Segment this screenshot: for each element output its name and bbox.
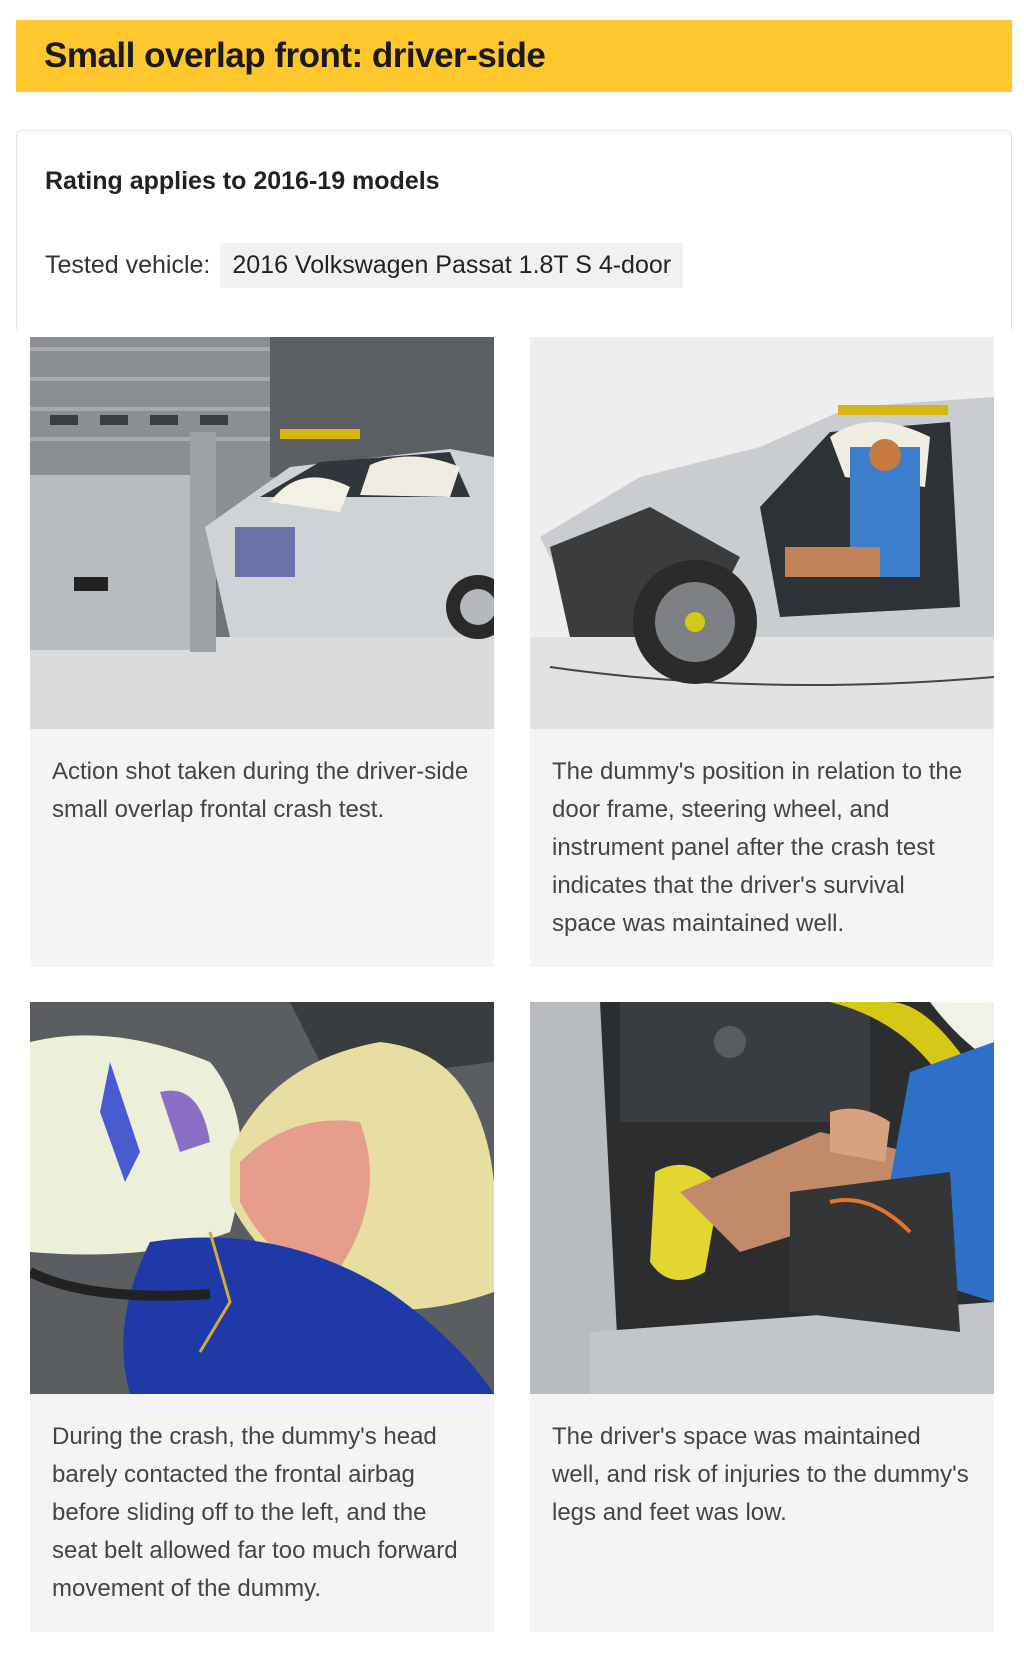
post-crash-vehicle-photo[interactable] (530, 337, 994, 729)
tested-vehicle-value: 2016 Volkswagen Passat 1.8T S 4-door (220, 243, 683, 288)
crash-action-photo[interactable] (30, 337, 494, 729)
photo-tile-survival-space[interactable] (530, 337, 994, 967)
photo-tile-airbag-contact[interactable] (30, 1002, 494, 1632)
rating-info-card (16, 130, 1012, 330)
section-title: Small overlap front: driver-side (44, 36, 546, 75)
photo-tile-action-shot[interactable] (30, 337, 494, 967)
photo-caption: Action shot taken during the driver-side small overlap frontal crash test. (52, 758, 469, 823)
photo-caption: The driver's space was maintained well, and risk of injuries to the dummy's legs and feet was low. (552, 1423, 969, 1526)
photo-tile-legs-feet[interactable] (530, 1002, 994, 1632)
tested-vehicle-row (45, 243, 683, 288)
rating-applies-text: Rating applies to 2016-19 models (45, 167, 440, 195)
photo-caption: During the crash, the dummy's head barely contacted the frontal airbag before sliding off to the left, and the seat belt allowed far too much forward movement of the dummy. (52, 1423, 458, 1602)
tested-vehicle-label: Tested vehicle: (45, 251, 211, 279)
airbag-contact-photo[interactable] (30, 1002, 494, 1394)
photo-caption: The dummy's position in relation to the door frame, steering wheel, and instrument panel after the crash test indicates that the driver's survival space was maintained well. (552, 758, 963, 937)
footwell-photo[interactable] (530, 1002, 994, 1394)
section-header (16, 20, 1012, 92)
